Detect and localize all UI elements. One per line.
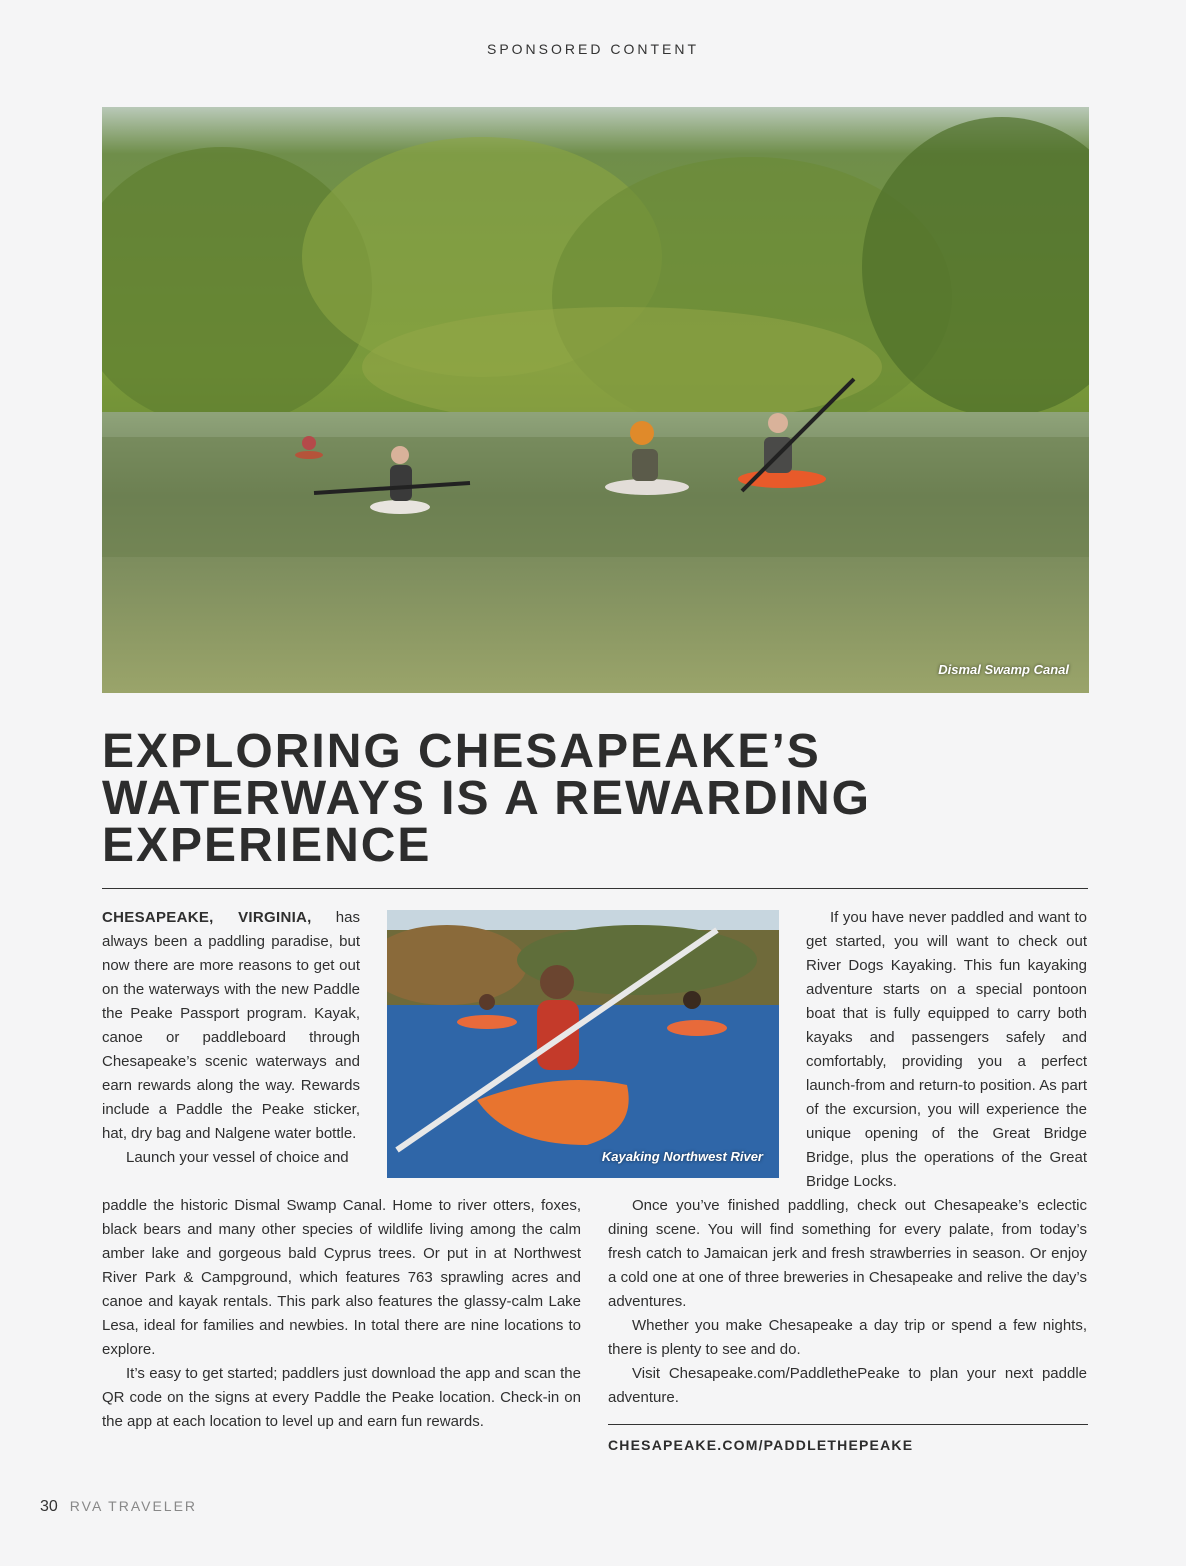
paragraph-7: Visit Chesapeake.com/PaddlethePeake to plan your next paddle adventure.	[608, 1365, 1087, 1406]
paragraph-4: If you have never paddled and want to get started, you will want to check out River Dogs Kayaking. This fun kayaking adventure starts on a special pontoon boat that is fully equipped to carry both kayaks and passengers safely and comfortably, providing you a perfect launch-from and return-to position. As part of the excursion, you will experience the unique opening of the Great Bridge Bridge, plus the operations of the Great Bridge Locks.	[806, 909, 1087, 1190]
page-footer	[40, 1498, 197, 1516]
sponsored-label: SPONSORED CONTENT	[486, 41, 699, 57]
hero-caption: Dismal Swamp Canal	[938, 662, 1069, 677]
paragraph-2-start: Launch your vessel of choice and	[126, 1149, 349, 1166]
paragraph-1-text: has always been a paddling paradise, but now there are more reasons to get out on the waterways with the new Paddle the Peake Passport program. Kayak, canoe or paddleboard through Chesapeake’s scenic waterways and earn rewards along the way. Rewards include a Paddle the Peake sticker, hat, dry bag and Nalgene water bottle.	[102, 909, 360, 1142]
cta-link[interactable]: CHESAPEAKE.COM/PADDLETHEPEAKE	[608, 1437, 914, 1453]
cta-divider	[608, 1424, 1088, 1425]
publication-name: RVA TRAVELER	[69, 1498, 198, 1514]
paragraph-3: It’s easy to get started; paddlers just download the app and scan the QR code on the signs at every Paddle the Peake location. Check-in on the app at each location to level up and earn fun rewards.	[102, 1365, 581, 1430]
article-headline: EXPLORING CHESAPEAKE’S WATERWAYS IS A REWARDING EXPERIENCE	[102, 725, 871, 872]
inset-photo-graphic	[387, 910, 779, 1178]
article-column-1-top	[102, 906, 360, 1170]
page-number: 30	[40, 1498, 58, 1515]
inset-caption: Kayaking Northwest River	[601, 1149, 763, 1164]
article-column-1-bottom	[102, 1194, 581, 1434]
article-column-2-bottom	[608, 1194, 1087, 1410]
paragraph-5: Once you’ve finished paddling, check out Chesapeake’s eclectic dining scene. You will find something for every palate, from today’s fresh catch to Jamaican jerk and fresh strawberries in season. Or enjoy a cold one at one of three breweries in Chesapeake and relive the day’s adventures.	[608, 1197, 1087, 1310]
headline-divider	[102, 888, 1088, 889]
paragraph-6: Whether you make Chesapeake a day trip or spend a few nights, there is plenty to see and do.	[608, 1317, 1087, 1358]
inset-photo	[387, 910, 779, 1178]
hero-photo	[102, 107, 1089, 693]
dateline: CHESAPEAKE, VIRGINIA,	[102, 909, 312, 926]
hero-photo-graphic	[102, 107, 1089, 693]
paragraph-2-text: paddle the historic Dismal Swamp Canal. Home to river otters, foxes, black bears and many other species of wildlife living among the calm amber lake and gorgeous bald Cyprus trees. Or put in at Northwest River Park & Campground, which features 763 sprawling acres and canoe and kayak rentals. This park also features the glassy-calm Lake Lesa, ideal for families and newbies. In total there are nine locations to explore.	[102, 1197, 581, 1358]
paragraph-1	[102, 906, 360, 1146]
article-column-2-top	[806, 906, 1087, 1194]
